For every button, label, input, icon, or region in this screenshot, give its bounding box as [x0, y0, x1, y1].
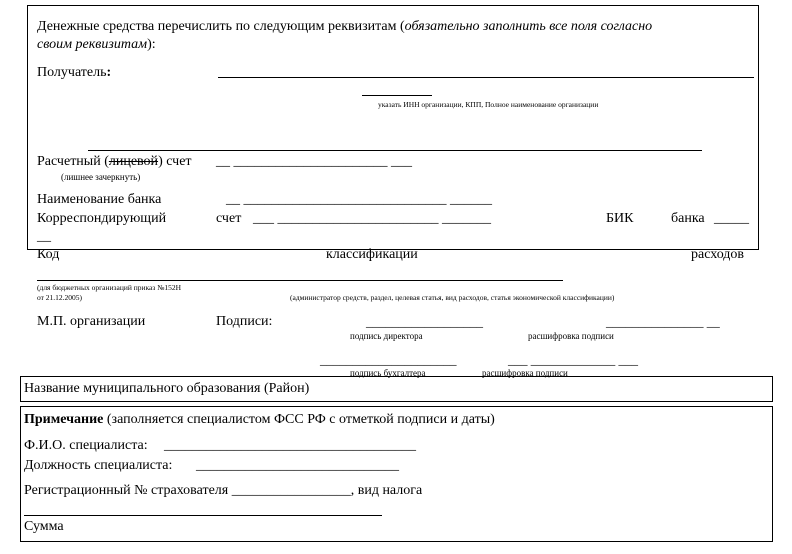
reg-label: Регистрационный № страхователя [24, 483, 232, 498]
podpisi-label: Подписи: [216, 314, 273, 329]
classification-line[interactable] [37, 280, 563, 281]
recipient-colon: : [106, 65, 112, 80]
classification-label: классификации [326, 247, 418, 262]
tax-label: , вид налога [350, 483, 423, 498]
recipient-hint: указать ИНН организации, КПП, Полное наименование организации [378, 100, 599, 109]
header-intro-end: ): [147, 37, 156, 52]
code-label: Код [37, 247, 60, 262]
classification-note-left-1: (для бюджетных организаций приказ №152Н [37, 283, 182, 292]
position-line[interactable]: _____________________________ [196, 458, 399, 473]
bank-name-label: Наименование банка [37, 192, 162, 207]
recipient-label-row [37, 66, 111, 80]
director-label: подпись директора [350, 331, 423, 341]
bik-line[interactable]: _____ [714, 211, 749, 226]
recipient-label: Получатель [37, 65, 107, 80]
note-subtitle: (заполняется специалистом ФСС РФ с отметкой подписи и даты) [103, 412, 495, 427]
fio-line[interactable]: ____________________________________ [164, 438, 416, 453]
classification-note-left-2: от 21.12.2005) [37, 293, 83, 302]
account-hint: (лишнее зачеркнуть) [61, 172, 141, 182]
reg-line[interactable]: _________________ [231, 483, 351, 498]
corr-label: Корреспондирующий [37, 211, 167, 226]
header-intro-italic-2: своим реквизитам [37, 37, 148, 52]
director-signature-line[interactable]: __________________ [366, 314, 483, 329]
expenses-label: расходов [691, 247, 745, 262]
accountant-signature-line[interactable]: _____________________ [320, 352, 457, 367]
account-label-strike: лицевой [108, 154, 159, 169]
sum-label: Сумма [24, 519, 64, 534]
municipal-label: Название муниципального образования (Район) [24, 381, 310, 396]
account-label-pre: Расчетный ( [37, 154, 109, 169]
accountant-decode-line[interactable]: ___ _____________ ___ [508, 352, 638, 367]
header-intro: Денежные средства перечислить по следующим реквизитам ( [37, 19, 405, 34]
reg-row [24, 484, 422, 498]
position-label: Должность специалиста: [24, 458, 173, 473]
recipient-short-line [362, 95, 432, 96]
account-label-row [37, 155, 192, 169]
mp-label: М.П. организации [37, 314, 146, 329]
corr-word: счет [216, 211, 242, 226]
director-decode-label: расшифровка подписи [528, 331, 614, 341]
header-intro-italic-1: обязательно заполнить все поля согласно [404, 19, 653, 34]
fio-label: Ф.И.О. специалиста: [24, 438, 148, 453]
account-line[interactable]: __ ______________________ ___ [216, 154, 412, 169]
bank-name-line[interactable]: __ _____________________________ ______ [226, 192, 492, 207]
bik-label: БИК [606, 211, 634, 226]
accountant-decode-label: расшифровка подписи [482, 368, 568, 378]
corr-line[interactable]: ___ _______________________ _______ [253, 211, 491, 226]
note-title: Примечание [24, 412, 104, 427]
accountant-label: подпись бухгалтера [350, 368, 426, 378]
classification-note-right: (администратор средств, раздел, целевая статья, вид расходов, статья экономической классификации) [290, 293, 615, 302]
director-decode-line[interactable]: _______________ __ [606, 314, 720, 329]
header-line-1 [37, 20, 652, 34]
header-line-2 [37, 38, 156, 52]
recipient-line-2[interactable] [88, 150, 702, 151]
account-label-post: ) счет [158, 154, 192, 169]
bank-word: банка [671, 211, 705, 226]
note-title-row [24, 413, 495, 427]
bik-wrap-line[interactable]: __ [37, 229, 51, 244]
tax-line[interactable] [24, 515, 382, 516]
recipient-line[interactable] [218, 77, 754, 78]
